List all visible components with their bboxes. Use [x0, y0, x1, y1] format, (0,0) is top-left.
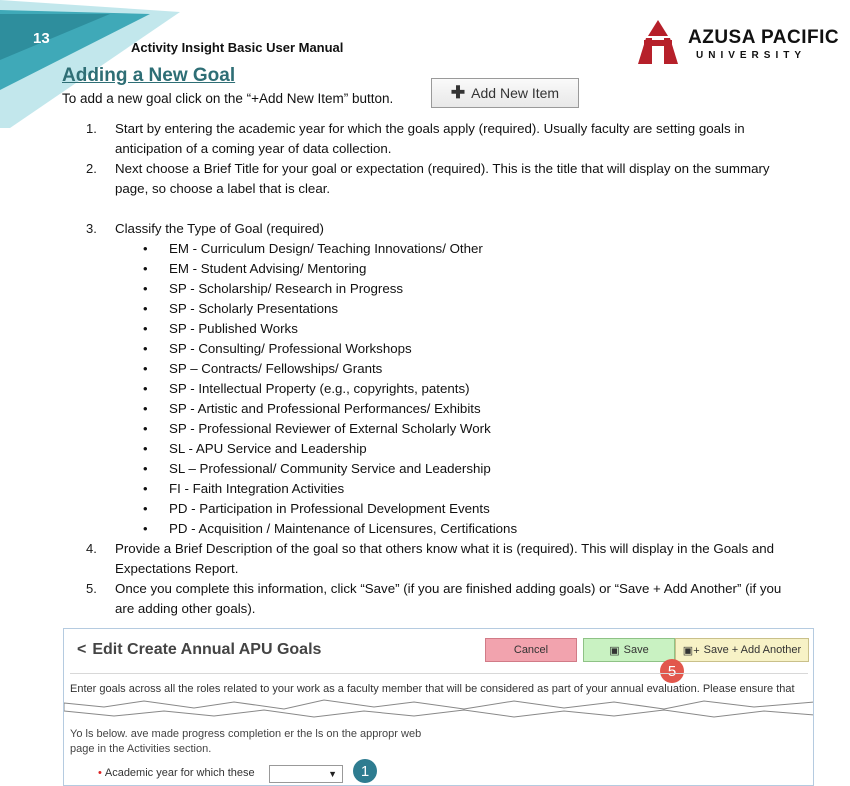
screenshot-title: < Edit Create Annual APU Goals: [77, 641, 322, 658]
step-number: 1.: [86, 121, 97, 136]
academic-year-label: • Academic year for which these: [98, 767, 255, 779]
goal-type-item: SP - Intellectual Property (e.g., copyrights, patents): [169, 381, 470, 396]
cancel-button[interactable]: Cancel: [485, 638, 577, 662]
logo-sub: UNIVERSITY: [696, 50, 807, 61]
step-number: 2.: [86, 161, 97, 176]
chevron-left-icon[interactable]: <: [77, 641, 87, 658]
apu-logo: [634, 18, 840, 68]
bullet-icon: •: [143, 261, 148, 276]
bullet-icon: •: [143, 341, 148, 356]
academic-year-select[interactable]: [269, 765, 343, 783]
goal-type-item: PD - Participation in Professional Development Events: [169, 501, 490, 516]
torn-edge-decoration: [64, 693, 814, 721]
step-line: Next choose a Brief Title for your goal or expectation (required). This is the title that will display on the summary: [115, 161, 770, 176]
save-add-another-button[interactable]: [675, 638, 809, 662]
embedded-screenshot: [63, 628, 814, 786]
bullet-icon: •: [143, 461, 148, 476]
goal-type-item: SP - Consulting/ Professional Workshops: [169, 341, 412, 356]
step-line: anticipation of a coming year of data collection.: [115, 141, 392, 156]
goal-type-item: SL – Professional/ Community Service and Leadership: [169, 461, 491, 476]
bullet-icon: •: [143, 321, 148, 336]
divider: [70, 673, 808, 674]
logo-name: AZUSA PACIFIC: [688, 27, 840, 48]
floppy-disk-icon: ▣: [609, 644, 620, 657]
intro-text: To add a new goal click on the “+Add New Item” button.: [62, 91, 394, 106]
goal-type-item: SL - APU Service and Leadership: [169, 441, 367, 456]
screenshot-description: Enter goals across all the roles related to your work as a faculty member that will be considered as part of your annual evaluation. Please ensure that: [70, 683, 795, 695]
manual-title: Activity Insight Basic User Manual: [131, 40, 344, 55]
goal-type-item: FI - Faith Integration Activities: [169, 481, 345, 496]
save-label: Save: [623, 644, 649, 656]
screenshot-description-continued: Yo ls below. ave made progress completion er the ls on the appropr web page in the Activities section.: [70, 728, 422, 755]
add-new-item-button[interactable]: [431, 78, 579, 108]
add-new-item-label: Add New Item: [471, 85, 560, 101]
step-line: Classify the Type of Goal (required): [115, 221, 324, 236]
page-number: 13: [33, 30, 50, 47]
goal-type-item: SP – Contracts/ Fellowships/ Grants: [169, 361, 383, 376]
step-line: Start by entering the academic year for which the goals apply (required). Usually faculty are setting goals in: [115, 121, 745, 136]
step-number: 4.: [86, 541, 97, 556]
bullet-icon: •: [143, 481, 148, 496]
bullet-icon: •: [143, 361, 148, 376]
floppy-disk-plus-icon: ▣+: [682, 644, 700, 657]
step-number: 3.: [86, 221, 97, 236]
apu-logo-mark-icon: [634, 18, 682, 66]
bullet-icon: •: [143, 281, 148, 296]
bullet-icon: •: [143, 301, 148, 316]
goal-type-item: SP - Professional Reviewer of External Scholarly Work: [169, 421, 491, 436]
bullet-icon: •: [143, 441, 148, 456]
step-line: are adding other goals).: [115, 601, 256, 616]
step-line: Once you complete this information, click “Save” (if you are finished adding goals) or “Save + Add Another” (if you: [115, 581, 782, 596]
save-add-label: Save + Add Another: [703, 644, 802, 656]
goal-type-item: SP - Scholarly Presentations: [169, 301, 339, 316]
step-line: page, so choose a label that is clear.: [115, 181, 331, 196]
goal-type-item: SP - Artistic and Professional Performances/ Exhibits: [169, 401, 481, 416]
goal-type-item: EM - Curriculum Design/ Teaching Innovations/ Other: [169, 241, 483, 256]
bullet-icon: •: [143, 401, 148, 416]
goal-type-item: EM - Student Advising/ Mentoring: [169, 261, 367, 276]
bullet-icon: •: [143, 521, 148, 536]
goal-type-item: PD - Acquisition / Maintenance of Licensures, Certifications: [169, 521, 518, 536]
section-title: Adding a New Goal: [62, 65, 236, 86]
goal-type-item: SP - Published Works: [169, 321, 298, 336]
step-line: Provide a Brief Description of the goal so that others know what it is (required). This will display in the Goals and: [115, 541, 775, 556]
bullet-icon: •: [143, 501, 148, 516]
plus-icon: ✚: [450, 83, 466, 102]
required-marker-icon: •: [98, 767, 102, 779]
callout-badge-1: 1: [353, 759, 377, 783]
save-button[interactable]: [583, 638, 675, 662]
step-line: Expectations Report.: [115, 561, 239, 576]
bullet-icon: •: [143, 381, 148, 396]
callout-badge-5: 5: [660, 659, 684, 683]
goal-type-item: SP - Scholarship/ Research in Progress: [169, 281, 404, 296]
caret-down-icon: ▼: [328, 769, 337, 779]
step-number: 5.: [86, 581, 97, 596]
bullet-icon: •: [143, 421, 148, 436]
bullet-icon: •: [143, 241, 148, 256]
